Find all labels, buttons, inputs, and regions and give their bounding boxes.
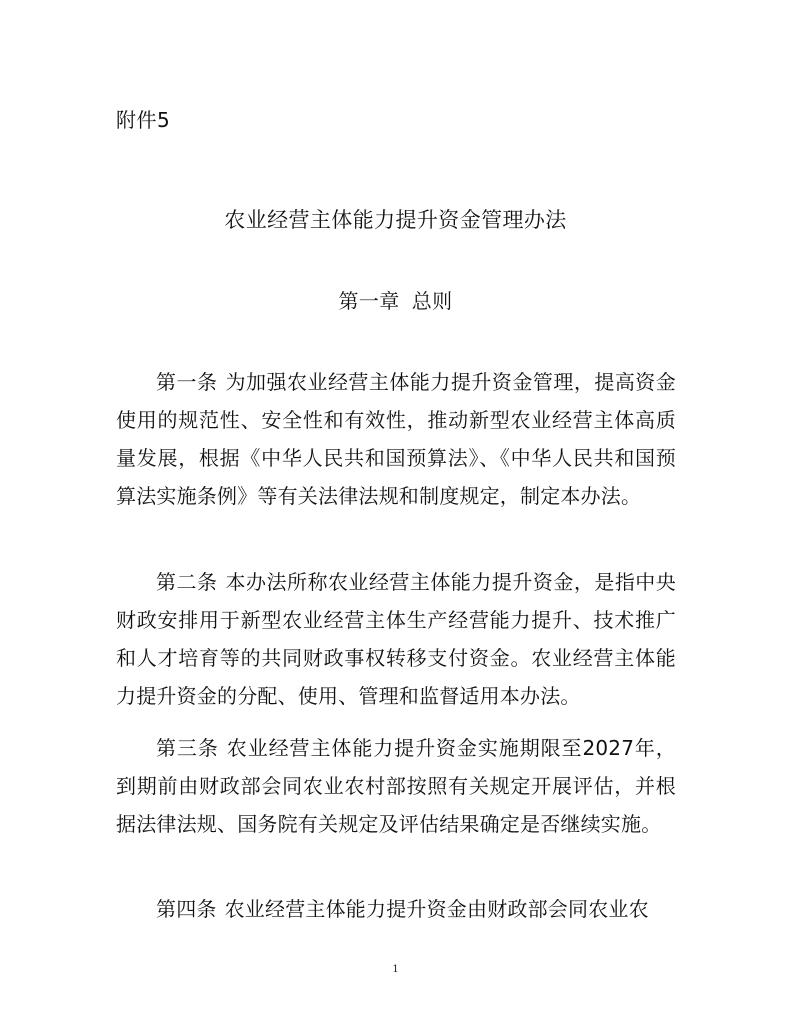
- document-title: 农业经营主体能力提升资金管理办法: [224, 208, 567, 232]
- article-text: 农业经营主体能力提升资金由财政部会同农业农: [224, 897, 649, 921]
- article-number: 第三条: [156, 736, 219, 760]
- article-text: 为加强农业经营主体能力提升资金管理，提高资金使用的规范性、安全性和有效性，推动新型农业经营主体高质量发展，根据《中华人民共和国预算法》、《中华人民共和国预算法实施条例》等有关法律法规和制度规定，制定本办法。: [116, 370, 676, 508]
- article-1: [116, 363, 676, 515]
- chapter-number: 第一章: [338, 289, 400, 313]
- attachment-label: 附件5: [116, 108, 171, 132]
- article-number: 第一条: [156, 370, 218, 394]
- article-text: 农业经营主体能力提升资金实施期限至2027年，到期前由财政部会同农业农村部按照有关规定开展评估，并根据法律法规、国务院有关规定及评估结果确定是否继续实施。: [116, 736, 677, 836]
- article-number: 第二条: [156, 570, 218, 594]
- article-4: [116, 890, 676, 928]
- article-text: 本办法所称农业经营主体能力提升资金，是指中央财政安排用于新型农业经营主体生产经营能力提升、技术推广和人才培育等的共同财政事权转移支付资金。农业经营主体能力提升资金的分配、使用、管理和监督适用本办法。: [116, 570, 676, 708]
- article-3: [116, 729, 676, 843]
- chapter-name: 总则: [411, 289, 453, 313]
- chapter-heading: [0, 285, 791, 317]
- article-number: 第四条: [156, 897, 217, 921]
- article-2: [116, 563, 676, 715]
- page-number: 1: [392, 964, 399, 975]
